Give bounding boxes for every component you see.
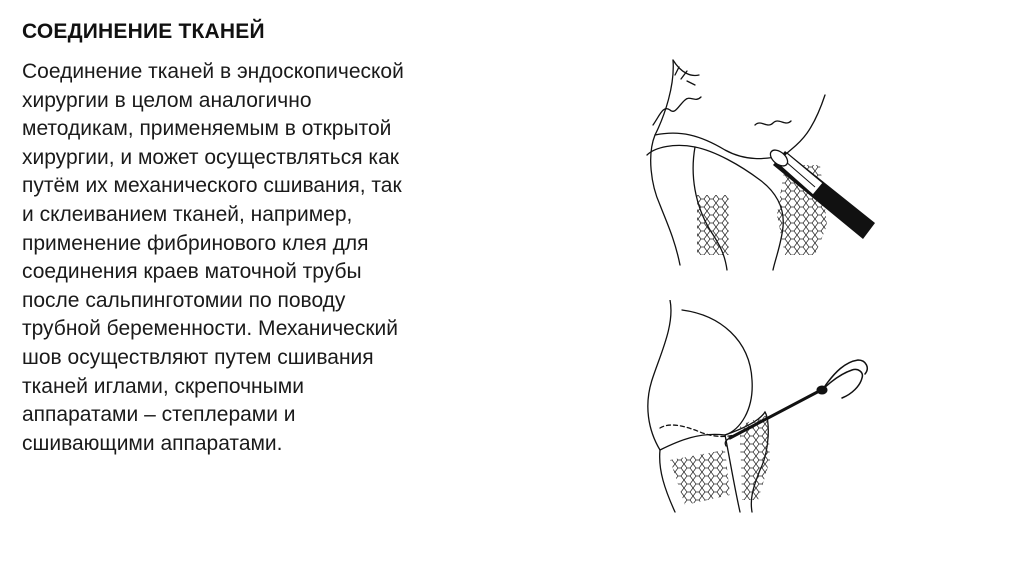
body-line: тканей иглами, скрепочными [22, 374, 304, 398]
body-line: хирургии в целом аналогично [22, 88, 312, 112]
body-line: Соединение тканей в эндоскопической [22, 60, 404, 83]
body-line: сшивающими аппаратами. [22, 431, 283, 455]
body-line: применение фибринового клея для [22, 231, 369, 255]
body-line: методикам, применяемым в открытой [22, 117, 392, 141]
body-line: трубной беременности. Механический [22, 317, 398, 341]
suturing-illustration [630, 300, 880, 515]
body-line: шов осуществляют путем сшивания [22, 345, 374, 369]
glue-applicator-illustration [635, 55, 880, 275]
body-line: аппаратами – степлерами и [22, 403, 296, 427]
body-line: и склеиванием тканей, например, [22, 202, 353, 226]
slide-body-text [22, 58, 512, 458]
slide-title: СОЕДИНЕНИЕ ТКАНЕЙ [22, 20, 265, 43]
body-line: хирургии, и может осуществляться как [22, 145, 399, 169]
body-line: после сальпинготомии по поводу [22, 288, 346, 312]
body-line: путём их механического сшивания, так [22, 174, 402, 198]
body-line: соединения краев маточной трубы [22, 260, 362, 284]
